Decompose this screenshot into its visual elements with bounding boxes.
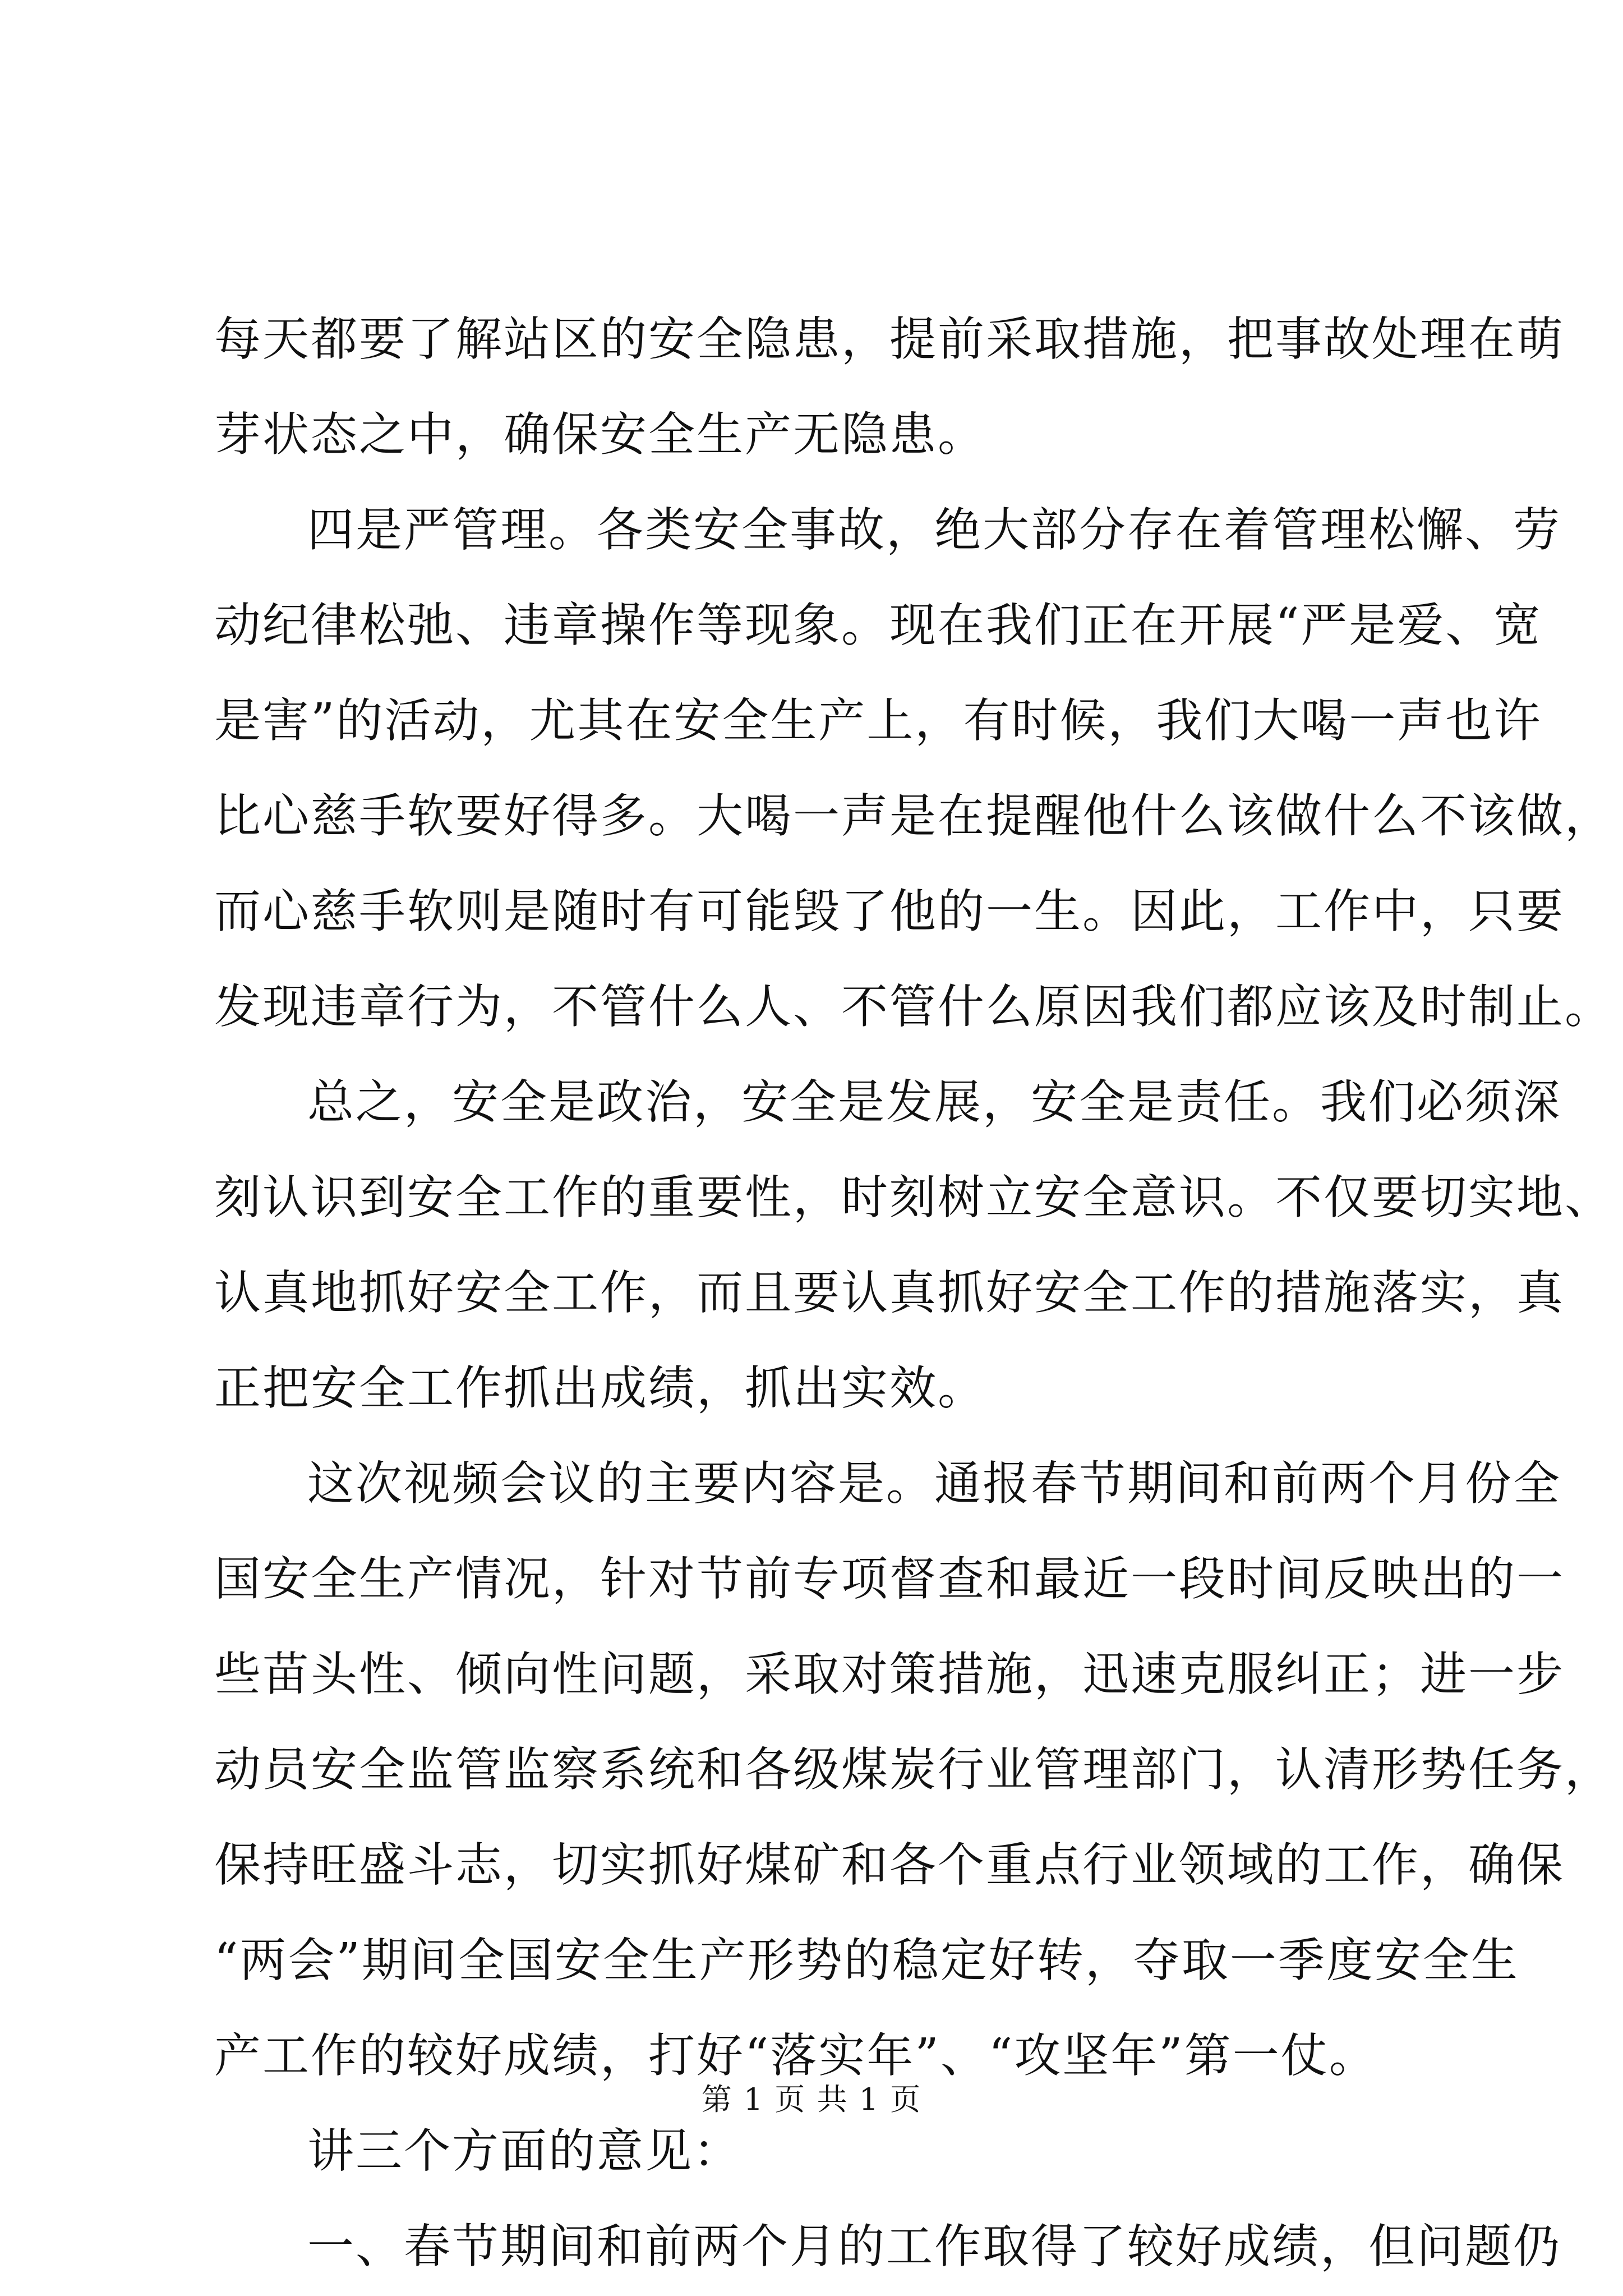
text-line: 认真地抓好安全工作，而且要认真抓好安全工作的措施落实，真 xyxy=(214,1266,1565,1320)
document-body xyxy=(214,292,1613,2294)
text-line: 刻认识到安全工作的重要性，时刻树立安全意识。不仅要切实地、 xyxy=(214,1170,1613,1225)
text-line: 是害”的活动，尤其在安全生产上，有时候，我们大喝一声也许 xyxy=(214,693,1542,748)
paragraph-start-line: 讲三个方面的意见： xyxy=(307,2124,741,2178)
text-line: 而心慈手软则是随时有可能毁了他的一生。因此，工作中，只要 xyxy=(214,884,1565,938)
text-line: 正把安全工作抓出成绩，抓出实效。 xyxy=(214,1361,986,1415)
text-line: 动纪律松弛、违章操作等现象。现在我们正在开展“严是爱、宽 xyxy=(214,598,1542,652)
text-line: 每天都要了解站区的安全隐患，提前采取措施，把事故处理在萌 xyxy=(214,312,1565,366)
text-line: 比心慈手软要好得多。大喝一声是在提醒他什么该做什么不该做， xyxy=(214,789,1613,843)
text-line: 发现违章行为，不管什么人、不管什么原因我们都应该及时制止。 xyxy=(214,979,1613,1034)
page-footer xyxy=(0,2080,1623,2119)
paragraph-start-line: 一、春节期间和前两个月的工作取得了较好成绩，但问题仍 xyxy=(307,2219,1561,2274)
paragraph-start-line: 四是严管理。各类安全事故，绝大部分存在着管理松懈、劳 xyxy=(307,503,1561,557)
paragraph-start-line: 总之，安全是政治，安全是发展，安全是责任。我们必须深 xyxy=(307,1075,1561,1129)
text-line: 国安全生产情况，针对节前专项督查和最近一段时间反映出的一 xyxy=(214,1552,1565,1606)
text-line: “两会”期间全国安全生产形势的稳定好转，夺取一季度安全生 xyxy=(214,1933,1519,1987)
text-line: 芽状态之中，确保安全生产无隐患。 xyxy=(214,407,986,462)
page-number-label: 第 1 页 共 1 页 xyxy=(701,2082,922,2117)
text-line: 动员安全监管监察系统和各级煤炭行业管理部门，认清形势任务， xyxy=(214,1742,1613,1797)
paragraph-start-line: 这次视频会议的主要内容是。通报春节期间和前两个月份全 xyxy=(307,1456,1561,1511)
text-line: 保持旺盛斗志，切实抓好煤矿和各个重点行业领域的工作，确保 xyxy=(214,1838,1565,1892)
text-line: 些苗头性、倾向性问题，采取对策措施，迅速克服纠正；进一步 xyxy=(214,1647,1565,1701)
text-line: 产工作的较好成绩，打好“落实年”、“攻坚年”第一仗。 xyxy=(214,2028,1377,2083)
